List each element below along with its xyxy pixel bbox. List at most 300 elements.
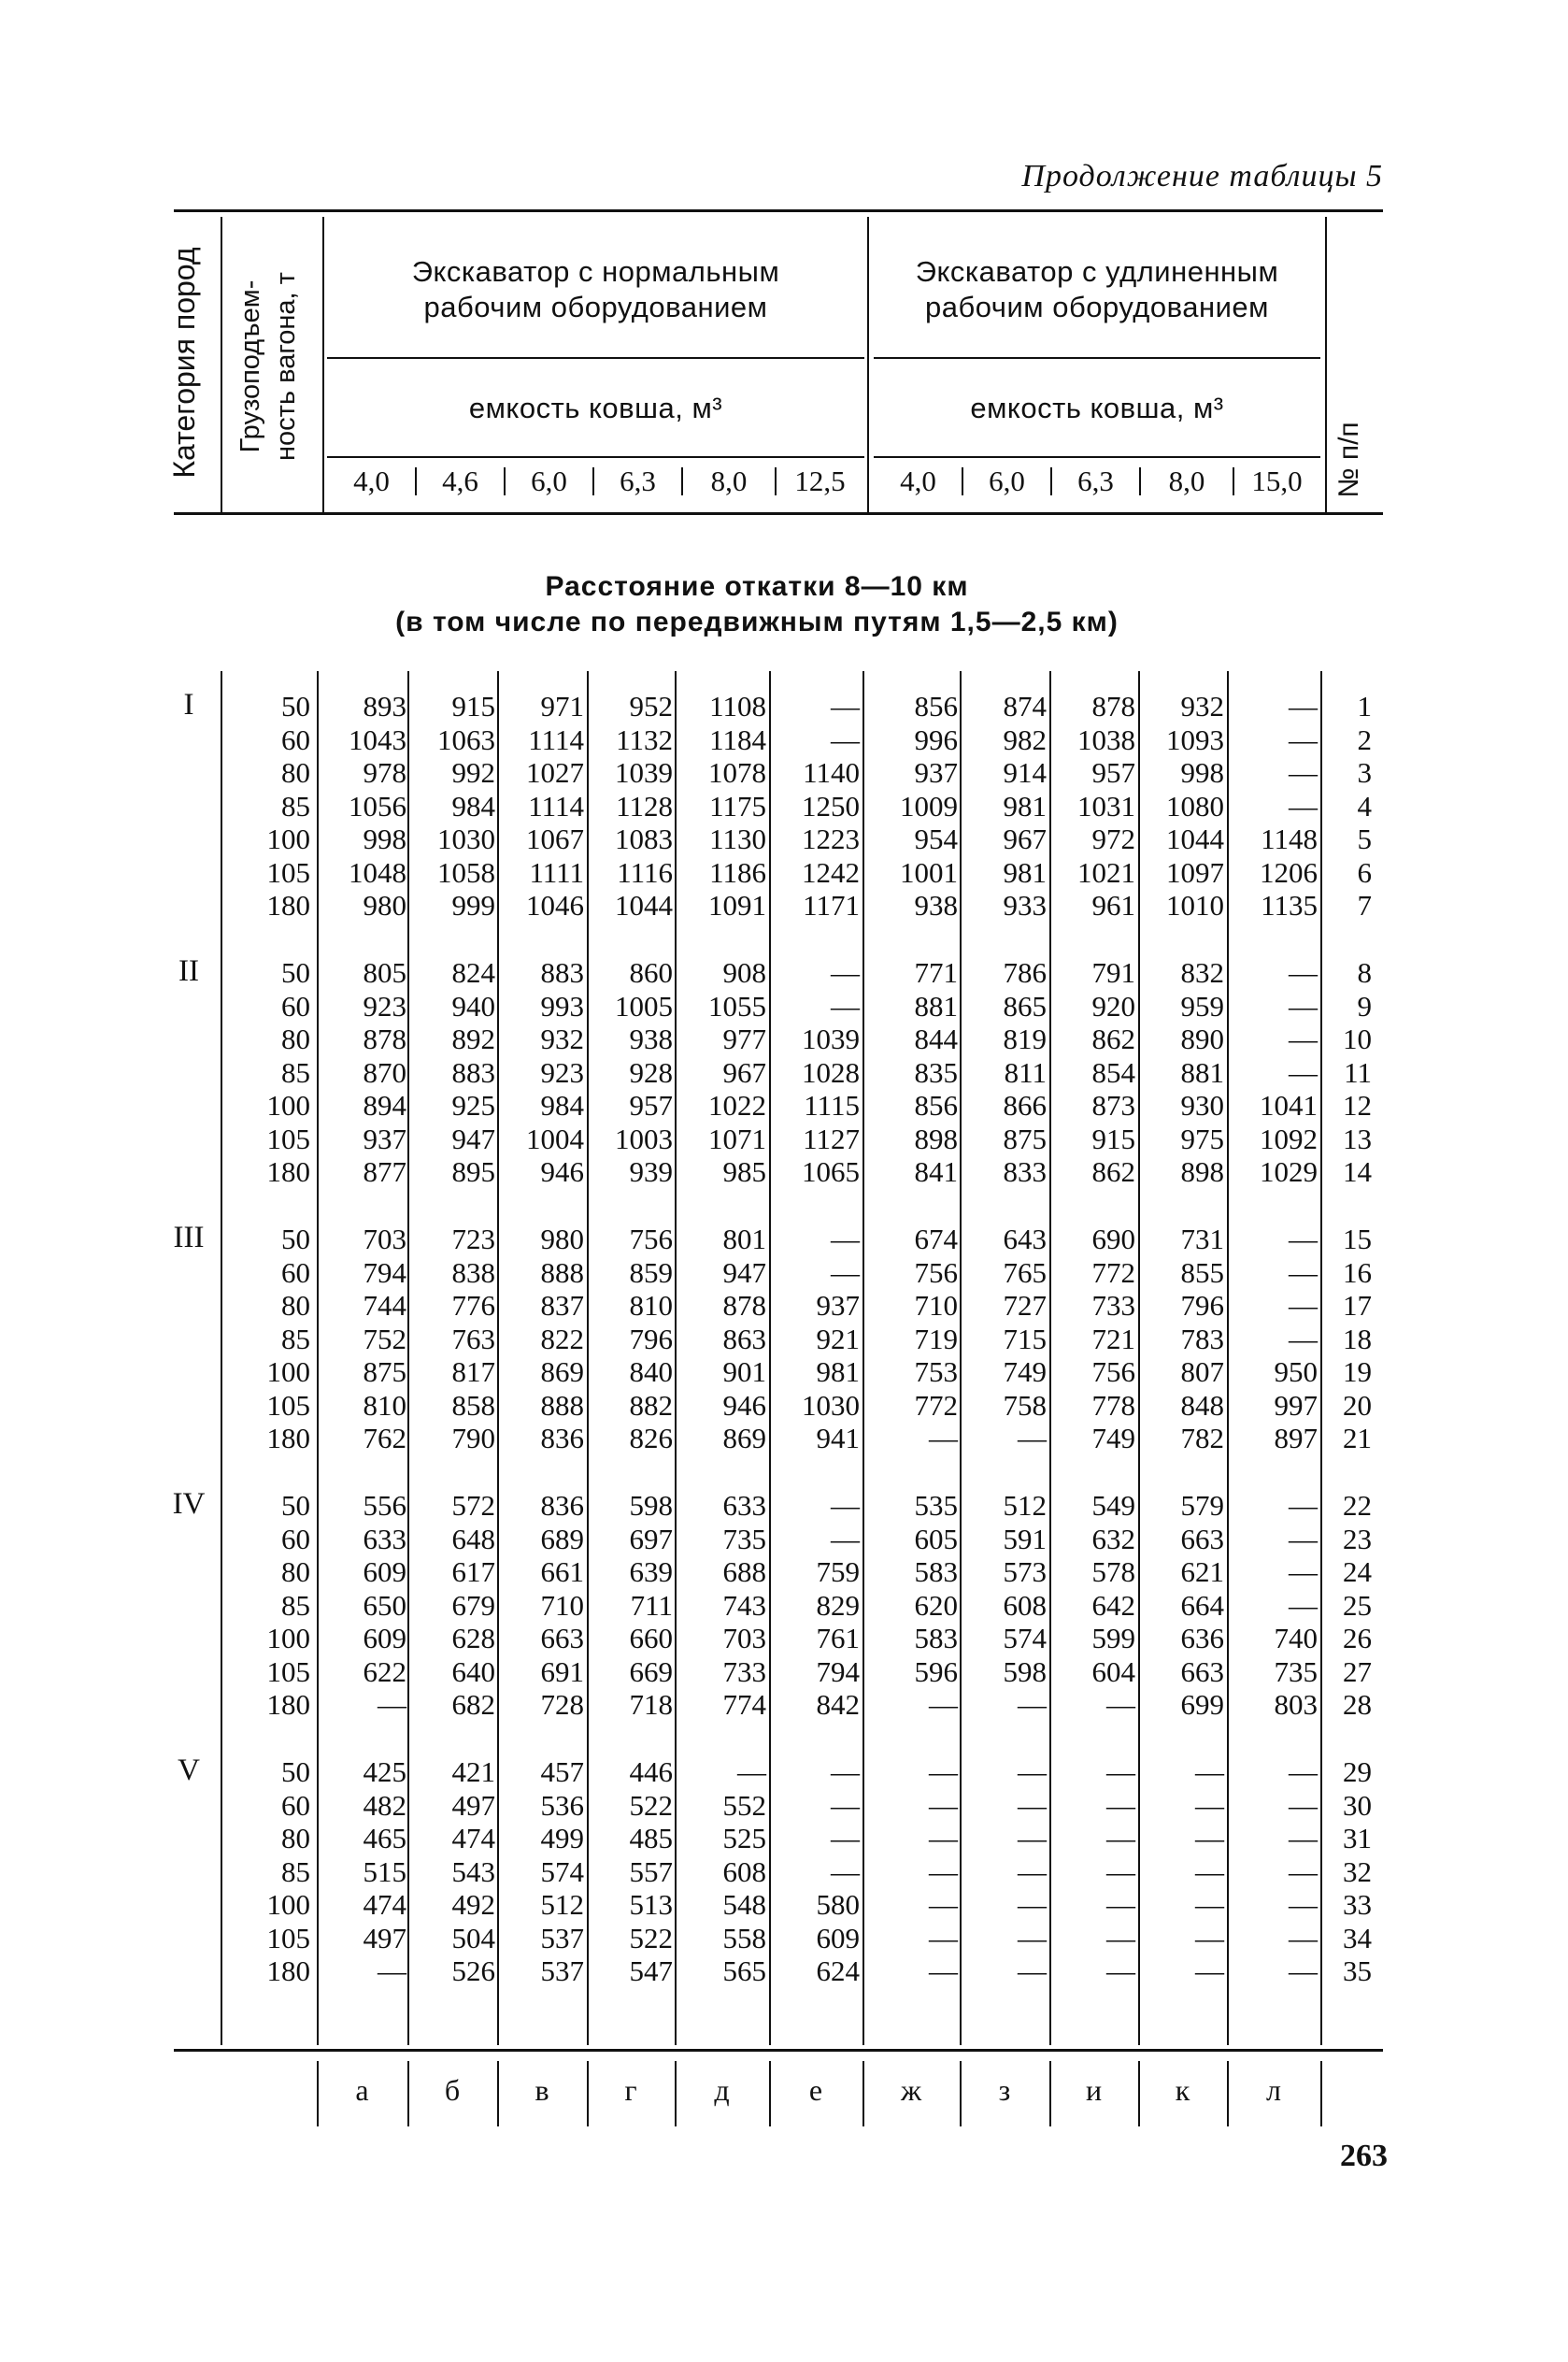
value-cell: 957 (1091, 756, 1135, 789)
value-cell: 497 (363, 1921, 406, 1954)
value-cell: 1029 (1260, 1155, 1318, 1188)
value-cell: 753 (914, 1355, 958, 1388)
value-cell: 1039 (615, 756, 673, 789)
value-cell: 796 (629, 1322, 673, 1355)
value-cell: 772 (1091, 1255, 1135, 1289)
value-cell: 893 (363, 690, 406, 723)
value-cell: 1132 (616, 723, 673, 756)
value-cell: — (1289, 1755, 1318, 1788)
value-cell: 579 (1180, 1489, 1224, 1522)
wagon-capacity-cell: 85 (281, 1322, 310, 1355)
column-divider (862, 671, 864, 2045)
value-cell: 980 (363, 889, 406, 922)
value-cell: 836 (540, 1489, 584, 1522)
value-cell: — (1195, 1954, 1224, 1987)
wagon-capacity-cell: 100 (266, 823, 310, 855)
value-cell: — (929, 1822, 958, 1854)
value-cell: 1027 (526, 756, 584, 789)
value-cell: 883 (540, 956, 584, 989)
value-cell: 621 (1180, 1555, 1224, 1588)
rock-category-label: I (183, 688, 194, 722)
value-cell: — (1106, 1755, 1135, 1788)
value-cell: — (1195, 1854, 1224, 1888)
wagon-capacity-cell: 60 (281, 1522, 310, 1555)
bucket-size-separator (681, 467, 683, 495)
value-cell: — (1106, 1688, 1135, 1721)
value-cell: 1003 (615, 1122, 673, 1155)
value-cell: 1092 (1260, 1122, 1318, 1155)
value-cell: 688 (722, 1555, 766, 1588)
row-number-cell: 6 (1357, 855, 1372, 889)
value-cell: 1010 (1166, 889, 1224, 922)
value-cell: — (1018, 1822, 1047, 1854)
column-letter: и (1085, 2073, 1103, 2107)
value-cell: 1242 (802, 855, 860, 889)
bucket-size-separator (775, 467, 777, 495)
value-cell: 591 (1003, 1522, 1047, 1555)
value-cell: 923 (363, 989, 406, 1023)
value-cell: 862 (1091, 1155, 1135, 1188)
value-cell: 573 (1003, 1555, 1047, 1588)
value-cell: 759 (816, 1555, 860, 1588)
value-cell: 474 (363, 1888, 406, 1921)
value-cell: 859 (629, 1255, 673, 1289)
value-cell: 848 (1180, 1388, 1224, 1422)
value-cell: 679 (451, 1588, 495, 1622)
value-cell: 664 (1180, 1588, 1224, 1622)
wagon-capacity-cell: 100 (266, 1355, 310, 1388)
value-cell: 492 (451, 1888, 495, 1921)
wagon-capacity-cell: 85 (281, 1854, 310, 1888)
value-cell: 640 (451, 1654, 495, 1688)
value-cell: 549 (1091, 1489, 1135, 1522)
wagon-capacity-cell: 105 (266, 1122, 310, 1155)
column-divider (221, 671, 222, 2045)
value-cell: 711 (630, 1588, 673, 1622)
table-bottom-rule (174, 2049, 1383, 2052)
value-cell: 826 (629, 1422, 673, 1454)
value-cell: 642 (1091, 1588, 1135, 1622)
value-cell: 536 (540, 1788, 584, 1822)
value-cell: 1128 (616, 789, 673, 823)
row-number-header: № п/п (1333, 422, 1364, 498)
wagon-capacity-cell: 80 (281, 1023, 310, 1055)
row-number-cell: 35 (1343, 1954, 1372, 1987)
value-cell: 752 (363, 1322, 406, 1355)
column-letter: д (714, 2073, 730, 2107)
value-cell: 786 (1003, 956, 1047, 989)
value-cell: 497 (451, 1788, 495, 1822)
wagon-capacity-header-line-1: Грузоподъем- (235, 279, 265, 453)
value-cell: 749 (1003, 1355, 1047, 1388)
extended-equipment-title-line-2: рабочим оборудованием (925, 291, 1269, 323)
value-cell: 888 (540, 1255, 584, 1289)
value-cell: 699 (1180, 1688, 1224, 1721)
value-cell: 774 (722, 1688, 766, 1721)
value-cell: — (929, 1688, 958, 1721)
header-divider (867, 217, 869, 512)
value-cell: 977 (722, 1023, 766, 1055)
value-cell: 1031 (1077, 789, 1135, 823)
value-cell: 954 (914, 823, 958, 855)
value-cell: 790 (451, 1422, 495, 1454)
value-cell: 914 (1003, 756, 1047, 789)
value-cell: — (1289, 1289, 1318, 1322)
value-cell: 874 (1003, 690, 1047, 723)
value-cell: 978 (363, 756, 406, 789)
value-cell: 811 (1004, 1055, 1047, 1089)
value-cell: 643 (1003, 1223, 1047, 1255)
value-cell: — (1289, 1888, 1318, 1921)
value-cell: — (1289, 1489, 1318, 1522)
value-cell: 881 (1180, 1055, 1224, 1089)
header-top-rule (174, 209, 1383, 212)
value-cell: 998 (363, 823, 406, 855)
value-cell: 1130 (709, 823, 766, 855)
value-cell: 648 (451, 1522, 495, 1555)
value-cell: 932 (1180, 690, 1224, 723)
value-cell: 749 (1091, 1422, 1135, 1454)
column-letter: б (444, 2073, 461, 2107)
value-cell: 1078 (708, 756, 766, 789)
value-cell: 1043 (349, 723, 406, 756)
column-letter: г (624, 2073, 637, 2107)
value-cell: 522 (629, 1921, 673, 1954)
row-number-cell: 24 (1343, 1555, 1372, 1588)
value-cell: 923 (540, 1055, 584, 1089)
value-cell: 947 (451, 1122, 495, 1155)
value-cell: 805 (363, 956, 406, 989)
value-cell: 829 (816, 1588, 860, 1622)
value-cell: 609 (363, 1622, 406, 1654)
value-cell: — (1018, 1688, 1047, 1721)
value-cell: 733 (722, 1654, 766, 1688)
value-cell: 778 (1091, 1388, 1135, 1422)
value-cell: 1171 (803, 889, 860, 922)
value-cell: 710 (540, 1588, 584, 1622)
value-cell: 617 (451, 1555, 495, 1588)
bucket-size-separator (1139, 467, 1141, 495)
value-cell: — (831, 1755, 860, 1788)
value-cell: 1065 (802, 1155, 860, 1188)
value-cell: 565 (722, 1954, 766, 1987)
value-cell: 1116 (617, 855, 673, 889)
value-cell: 663 (540, 1622, 584, 1654)
value-cell: — (1106, 1788, 1135, 1822)
value-cell: — (1018, 1422, 1047, 1454)
value-cell: 870 (363, 1055, 406, 1089)
value-cell: — (1289, 1854, 1318, 1888)
wagon-capacity-cell: 50 (281, 1489, 310, 1522)
value-cell: 620 (914, 1588, 958, 1622)
value-cell: 981 (1003, 789, 1047, 823)
value-cell: 599 (1091, 1622, 1135, 1654)
value-cell: 796 (1180, 1289, 1224, 1322)
value-cell: 810 (363, 1388, 406, 1422)
wagon-capacity-cell: 80 (281, 1822, 310, 1854)
value-cell: 897 (1274, 1422, 1318, 1454)
value-cell: 908 (722, 956, 766, 989)
value-cell: 485 (629, 1822, 673, 1854)
wagon-capacity-cell: 180 (266, 1155, 310, 1188)
value-cell: 794 (816, 1654, 860, 1688)
value-cell: — (1106, 1822, 1135, 1854)
value-cell: 512 (1003, 1489, 1047, 1522)
column-letter: л (1266, 2073, 1281, 2107)
value-cell: 892 (451, 1023, 495, 1055)
value-cell: — (378, 1688, 406, 1721)
value-cell: 925 (451, 1089, 495, 1122)
value-cell: 833 (1003, 1155, 1047, 1188)
value-cell: 1127 (803, 1122, 860, 1155)
value-cell: 950 (1274, 1355, 1318, 1388)
value-cell: 837 (540, 1289, 584, 1322)
row-number-cell: 28 (1343, 1688, 1372, 1721)
value-cell: 957 (629, 1089, 673, 1122)
row-number-cell: 12 (1343, 1089, 1372, 1122)
value-cell: — (929, 1422, 958, 1454)
value-cell: — (1289, 989, 1318, 1023)
value-cell: 1030 (437, 823, 495, 855)
extended-group-rule (874, 357, 1320, 359)
value-cell: 771 (914, 956, 958, 989)
value-cell: 782 (1180, 1422, 1224, 1454)
value-cell: 1046 (526, 889, 584, 922)
value-cell: 624 (816, 1954, 860, 1987)
row-number-cell: 1 (1357, 690, 1372, 723)
rock-category-label: IV (172, 1487, 206, 1521)
value-cell: 731 (1180, 1223, 1224, 1255)
wagon-capacity-cell: 100 (266, 1888, 310, 1921)
wagon-capacity-cell: 60 (281, 1788, 310, 1822)
value-cell: 548 (722, 1888, 766, 1921)
value-cell: 504 (451, 1921, 495, 1954)
value-cell: 574 (540, 1854, 584, 1888)
value-cell: — (1195, 1788, 1224, 1822)
value-cell: — (1289, 690, 1318, 723)
value-cell: — (1289, 756, 1318, 789)
value-cell: 756 (914, 1255, 958, 1289)
value-cell: 636 (1180, 1622, 1224, 1654)
value-cell: 883 (451, 1055, 495, 1089)
value-cell: — (1289, 1555, 1318, 1588)
value-cell: 1091 (708, 889, 766, 922)
row-number-cell: 22 (1343, 1489, 1372, 1522)
rock-category-label: III (173, 1221, 205, 1254)
row-number-cell: 13 (1343, 1122, 1372, 1155)
value-cell: 628 (451, 1622, 495, 1654)
value-cell: 609 (363, 1555, 406, 1588)
value-cell: 854 (1091, 1055, 1135, 1089)
value-cell: 946 (722, 1388, 766, 1422)
table-continuation-caption: Продолжение таблицы 5 (1021, 159, 1383, 193)
wagon-capacity-cell: 85 (281, 1588, 310, 1622)
value-cell: — (1289, 1255, 1318, 1289)
value-cell: — (1106, 1954, 1135, 1987)
value-cell: 512 (540, 1888, 584, 1921)
value-cell: 772 (914, 1388, 958, 1422)
value-cell: 608 (1003, 1588, 1047, 1622)
value-cell: 744 (363, 1289, 406, 1322)
value-cell: 552 (722, 1788, 766, 1822)
value-cell: 727 (1003, 1289, 1047, 1322)
value-cell: 608 (722, 1854, 766, 1888)
value-cell: 1005 (615, 989, 673, 1023)
value-cell: — (1289, 1223, 1318, 1255)
value-cell: — (929, 1755, 958, 1788)
value-cell: 558 (722, 1921, 766, 1954)
value-cell: 819 (1003, 1023, 1047, 1055)
extended-bucket-rule (874, 456, 1320, 458)
value-cell: 1022 (708, 1089, 766, 1122)
value-cell: — (1106, 1888, 1135, 1921)
value-cell: — (929, 1888, 958, 1921)
value-cell: 855 (1180, 1255, 1224, 1289)
value-cell: 499 (540, 1822, 584, 1854)
value-cell: 1108 (709, 690, 766, 723)
value-cell: 982 (1003, 723, 1047, 756)
row-number-cell: 29 (1343, 1755, 1372, 1788)
value-cell: 580 (816, 1888, 860, 1921)
value-cell: 1001 (900, 855, 958, 889)
value-cell: — (1289, 1322, 1318, 1355)
value-cell: 997 (1274, 1388, 1318, 1422)
value-cell: 863 (722, 1322, 766, 1355)
wagon-capacity-cell: 50 (281, 690, 310, 723)
value-cell: 537 (540, 1921, 584, 1954)
value-cell: 981 (816, 1355, 860, 1388)
value-cell: 901 (722, 1355, 766, 1388)
value-cell: 803 (1274, 1688, 1318, 1721)
value-cell: 940 (451, 989, 495, 1023)
normal-group-rule (327, 357, 864, 359)
value-cell: 703 (363, 1223, 406, 1255)
value-cell: 719 (914, 1322, 958, 1355)
wagon-capacity-cell: 105 (266, 1921, 310, 1954)
row-number-cell: 30 (1343, 1788, 1372, 1822)
row-number-cell: 10 (1343, 1023, 1372, 1055)
value-cell: 1135 (1261, 889, 1318, 922)
value-cell: 756 (629, 1223, 673, 1255)
value-cell: 669 (629, 1654, 673, 1688)
column-divider (407, 671, 409, 2045)
row-number-cell: 23 (1343, 1522, 1372, 1555)
wagon-capacity-cell: 105 (266, 855, 310, 889)
value-cell: 578 (1091, 1555, 1135, 1588)
row-number-cell: 11 (1344, 1055, 1372, 1089)
value-cell: 715 (1003, 1322, 1047, 1355)
value-cell: 984 (540, 1089, 584, 1122)
value-cell: 598 (629, 1489, 673, 1522)
rock-category-header: Категория пород (167, 247, 201, 479)
value-cell: 878 (363, 1023, 406, 1055)
value-cell: 1071 (708, 1122, 766, 1155)
value-cell: 697 (629, 1522, 673, 1555)
value-cell: 761 (816, 1622, 860, 1654)
value-cell: — (378, 1954, 406, 1987)
value-cell: — (831, 989, 860, 1023)
value-cell: 465 (363, 1822, 406, 1854)
value-cell: 1028 (802, 1055, 860, 1089)
value-cell: 425 (363, 1755, 406, 1788)
value-cell: 1004 (526, 1122, 584, 1155)
value-cell: — (929, 1921, 958, 1954)
value-cell: 765 (1003, 1255, 1047, 1289)
value-cell: 869 (722, 1422, 766, 1454)
value-cell: 835 (914, 1055, 958, 1089)
value-cell: — (1195, 1888, 1224, 1921)
header-divider (221, 217, 222, 512)
value-cell: 1080 (1166, 789, 1224, 823)
value-cell: 898 (1180, 1155, 1224, 1188)
value-cell: 691 (540, 1654, 584, 1688)
value-cell: 1039 (802, 1023, 860, 1055)
value-cell: 1175 (709, 789, 766, 823)
value-cell: — (831, 1223, 860, 1255)
value-cell: 596 (914, 1654, 958, 1688)
value-cell: 921 (816, 1322, 860, 1355)
column-divider (960, 671, 962, 2045)
bucket-size-separator (592, 467, 594, 495)
wagon-capacity-cell: 60 (281, 1255, 310, 1289)
bucket-size-separator (504, 467, 506, 495)
value-cell: 537 (540, 1954, 584, 1987)
normal-bucket-size: 8,0 (710, 465, 748, 497)
wagon-capacity-cell: 60 (281, 723, 310, 756)
value-cell: — (1106, 1854, 1135, 1888)
value-cell: — (831, 723, 860, 756)
value-cell: 842 (816, 1688, 860, 1721)
value-cell: 862 (1091, 1023, 1135, 1055)
value-cell: 967 (1003, 823, 1047, 855)
value-cell: 881 (914, 989, 958, 1023)
value-cell: 743 (722, 1588, 766, 1622)
value-cell: 633 (722, 1489, 766, 1522)
value-cell: 938 (629, 1023, 673, 1055)
value-cell: 583 (914, 1555, 958, 1588)
value-cell: 682 (451, 1688, 495, 1721)
value-cell: — (1018, 1755, 1047, 1788)
value-cell: 604 (1091, 1654, 1135, 1688)
extended-bucket-size: 15,0 (1251, 465, 1303, 497)
wagon-capacity-cell: 105 (266, 1388, 310, 1422)
value-cell: — (1289, 956, 1318, 989)
value-cell: — (1289, 1788, 1318, 1822)
row-number-cell: 9 (1357, 989, 1372, 1023)
wagon-capacity-header-line-2: ность вагона, т (271, 272, 301, 461)
header-bottom-rule (174, 512, 1383, 515)
normal-bucket-size: 4,0 (353, 465, 390, 497)
value-cell: 961 (1091, 889, 1135, 922)
value-cell: 928 (629, 1055, 673, 1089)
value-cell: 1140 (803, 756, 860, 789)
bucket-size-separator (962, 467, 963, 495)
value-cell: 895 (451, 1155, 495, 1188)
value-cell: 890 (1180, 1023, 1224, 1055)
value-cell: 605 (914, 1522, 958, 1555)
value-cell: 878 (722, 1289, 766, 1322)
value-cell: 866 (1003, 1089, 1047, 1122)
row-number-cell: 19 (1343, 1355, 1372, 1388)
value-cell: 1114 (528, 723, 584, 756)
value-cell: 938 (914, 889, 958, 922)
value-cell: 758 (1003, 1388, 1047, 1422)
value-cell: 622 (363, 1654, 406, 1688)
value-cell: 513 (629, 1888, 673, 1921)
value-cell: 877 (363, 1155, 406, 1188)
row-number-cell: 16 (1343, 1255, 1372, 1289)
wagon-capacity-cell: 85 (281, 789, 310, 823)
